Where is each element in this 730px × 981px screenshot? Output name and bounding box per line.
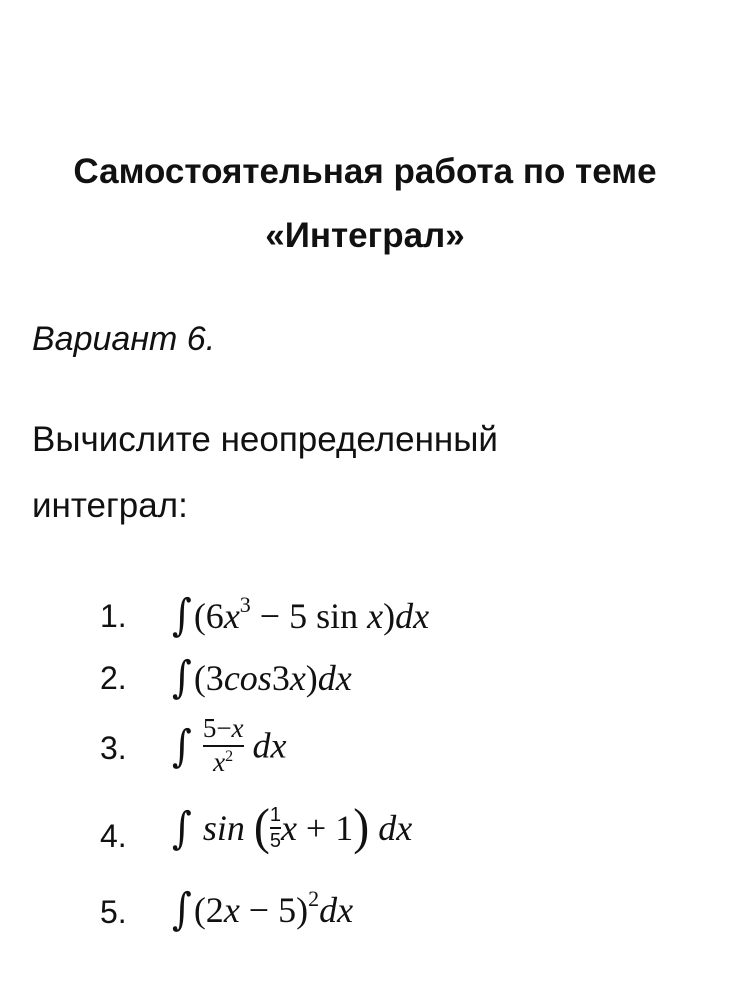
variant-label: Вариант 6. — [32, 320, 216, 358]
task-1-formula: $\int(6x^3 - 5$ sin x)dx — [172, 589, 430, 641]
title-line-1: Самостоятельная работа по теме — [73, 152, 657, 191]
task-number: 3. — [100, 730, 127, 766]
instruction-line-2: интеграл: — [32, 486, 188, 525]
task-number: 2. — [100, 660, 127, 696]
task-3 — [0, 710, 730, 777]
task-2-formula: ∫(3cos3x)dx — [172, 651, 352, 703]
task-4 — [0, 800, 730, 860]
task-number: 1. — [100, 598, 127, 634]
task-5-formula: $\int(2x - 5)^2dx$ — [172, 883, 354, 935]
task-1 — [0, 590, 730, 650]
task-number: 5. — [100, 894, 127, 930]
task-5 — [0, 884, 730, 944]
task-2 — [0, 652, 730, 712]
instruction-line-1: Вычислите неопределенный — [32, 420, 498, 459]
title-line-2: «Интеграл» — [265, 216, 465, 255]
task-3-formula: ∫ $\frac{5-x}{x^2}$ dx — [172, 713, 287, 777]
task-number: 4. — [100, 818, 127, 854]
task-4-formula: ∫ sin ( $\frac{1}{5}$ x + 1) dx — [172, 799, 413, 856]
